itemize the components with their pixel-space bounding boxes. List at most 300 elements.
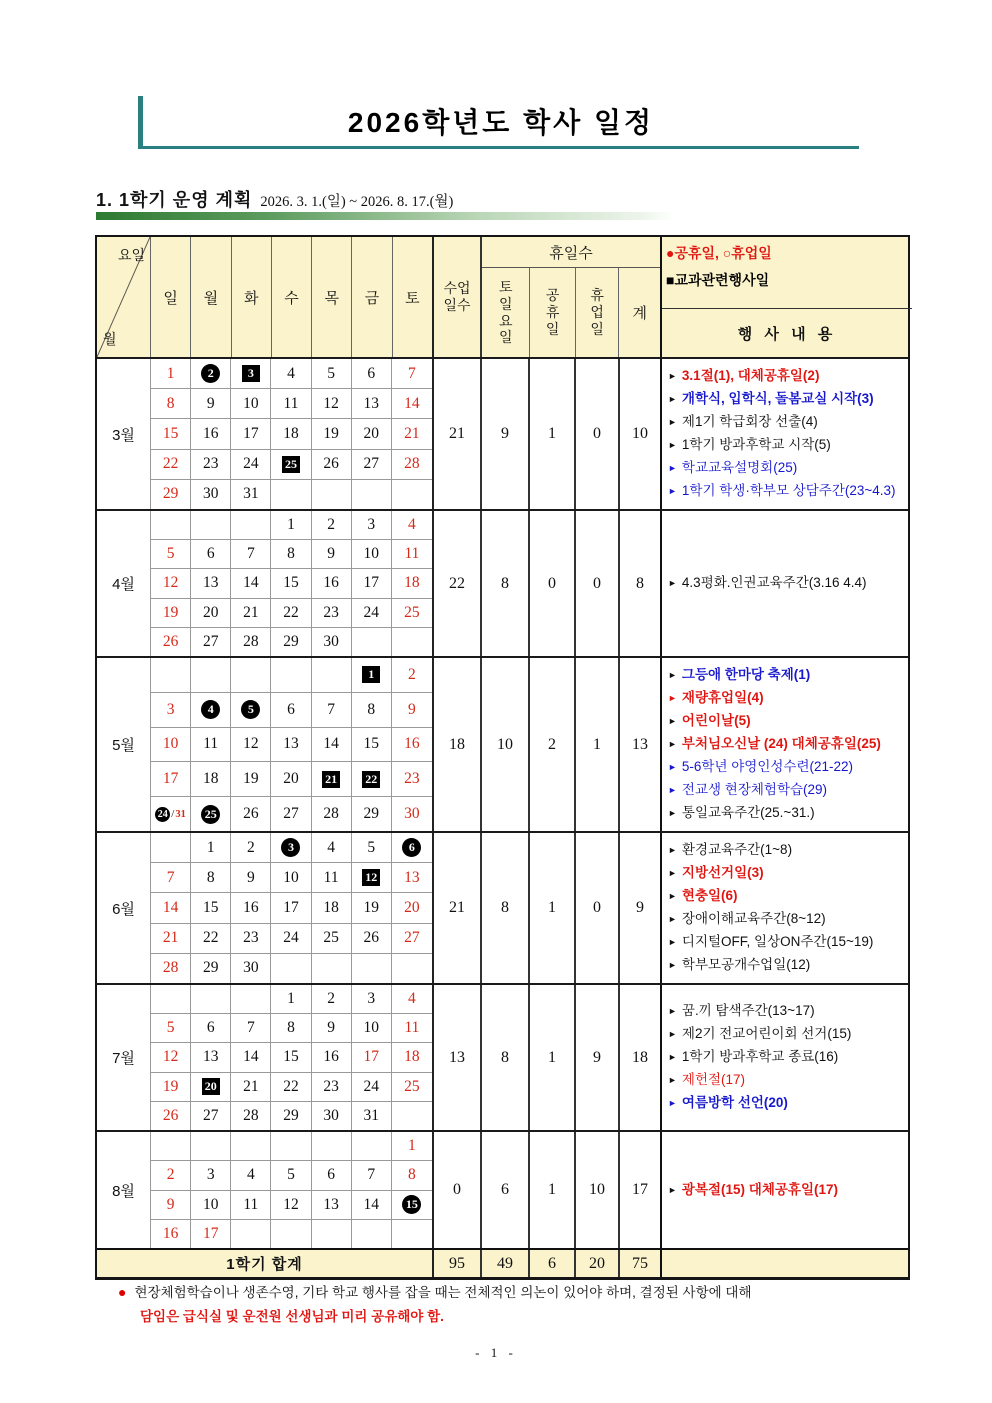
- event-text: 현충일(6): [681, 888, 738, 903]
- holiday-col-weekend: [482, 268, 529, 357]
- month-stat-0: 21: [432, 359, 480, 509]
- month-stat-4: 8: [618, 511, 660, 656]
- calendar-day: [392, 1102, 432, 1130]
- calendar-day: 12: [151, 1043, 191, 1072]
- calendar-day: 7: [352, 1161, 392, 1190]
- calendar-day: [231, 693, 271, 728]
- month-stat-2: 1: [528, 1132, 574, 1248]
- calendar-day: 26: [151, 1102, 191, 1130]
- calendar-day: [231, 511, 271, 540]
- event-text: 환경교육주간(1~8): [681, 842, 793, 857]
- month-day-grid: [150, 985, 432, 1130]
- calendar-day: 18: [392, 1043, 432, 1072]
- month-stat-1: 9: [480, 359, 528, 509]
- calendar-day: 25: [312, 924, 352, 954]
- calendar-day: 4: [392, 511, 432, 540]
- calendar-day: 2: [312, 985, 352, 1014]
- footnote: [118, 1280, 918, 1329]
- calendar-day: 16: [312, 1043, 352, 1072]
- calendar-day: 17: [352, 569, 392, 598]
- event-item: [668, 710, 909, 733]
- section-title: 1. 1학기 운영 계획: [96, 190, 253, 210]
- semester-calendar-table: [95, 235, 910, 1280]
- calendar-day: 6: [312, 1161, 352, 1190]
- event-item: [668, 434, 909, 457]
- month-stat-4: 17: [618, 1132, 660, 1248]
- page-title: 2026학년도 학사 일정: [347, 107, 655, 138]
- event-arrow-icon: ►: [668, 463, 677, 473]
- totals-row: [97, 1248, 908, 1277]
- calendar-day: [392, 833, 432, 863]
- event-item: [668, 480, 909, 503]
- calendar-day: 13: [312, 1191, 352, 1220]
- totals-public-holidays: 6: [528, 1250, 574, 1277]
- event-arrow-icon: ►: [668, 868, 677, 878]
- event-arrow-icon: ►: [668, 937, 677, 947]
- event-text: 1학기 학생·학부모 상담주간(23~4.3): [681, 483, 896, 498]
- calendar-day: 6: [191, 540, 231, 569]
- calendar-day: 4: [271, 359, 311, 389]
- event-text: 1학기 방과후학교 시작(5): [681, 437, 831, 452]
- holiday-col-school: [575, 268, 619, 357]
- event-item: [668, 779, 909, 802]
- holiday-circle-marker: 15: [402, 1195, 421, 1214]
- calendar-day: 28: [151, 954, 191, 983]
- event-arrow-icon: ►: [668, 670, 677, 680]
- calendar-day: [191, 658, 231, 693]
- calendar-day: 19: [151, 1073, 191, 1102]
- calendar-day: 1: [392, 1132, 432, 1161]
- event-item: [668, 1092, 909, 1115]
- calendar-day: 17: [231, 419, 271, 449]
- totals-label: 1학기 합계: [226, 1256, 303, 1273]
- calendar-day: [191, 511, 231, 540]
- calendar-day: [191, 1132, 231, 1161]
- event-arrow-icon: ►: [668, 417, 677, 427]
- month-stat-0: 22: [432, 511, 480, 656]
- event-arrow-icon: ►: [668, 762, 677, 772]
- calendar-day: 17: [191, 1220, 231, 1248]
- calendar-day: 10: [231, 389, 271, 419]
- day-name-thu: 목: [311, 237, 351, 357]
- event-item: [668, 756, 909, 779]
- month-stat-2: 2: [528, 658, 574, 831]
- calendar-day: 12: [231, 728, 271, 763]
- calendar-day: [352, 628, 392, 656]
- calendar-day: [312, 1132, 352, 1161]
- calendar-day: 11: [271, 389, 311, 419]
- month-stat-3: 9: [574, 985, 618, 1130]
- event-text: 재량휴업일(4): [681, 690, 764, 705]
- calendar-day: 23: [312, 1073, 352, 1102]
- event-item: [668, 572, 909, 595]
- calendar-day: 4: [231, 1161, 271, 1190]
- month-stat-2: 1: [528, 833, 574, 983]
- events-header: [660, 237, 912, 357]
- calendar-day: 10: [271, 863, 311, 893]
- calendar-day: 7: [392, 359, 432, 389]
- calendar-day: 1: [271, 511, 311, 540]
- calendar-day: 13: [392, 863, 432, 893]
- event-item: [668, 839, 909, 862]
- holiday-col-total: [618, 268, 660, 357]
- month-stat-0: 18: [432, 658, 480, 831]
- month-row-3월: [97, 357, 908, 509]
- calendar-day: [271, 1220, 311, 1248]
- month-stat-3: 1: [574, 658, 618, 831]
- calendar-day: [231, 658, 271, 693]
- calendar-day: 9: [392, 693, 432, 728]
- calendar-day: [392, 628, 432, 656]
- month-stat-4: 9: [618, 833, 660, 983]
- month-stat-3: 0: [574, 833, 618, 983]
- totals-holiday-total: 75: [618, 1250, 660, 1277]
- calendar-day: 18: [312, 893, 352, 923]
- event-item: [668, 388, 909, 411]
- calendar-day: [151, 985, 191, 1014]
- calendar-day: 16: [392, 728, 432, 763]
- calendar-day: 20: [392, 893, 432, 923]
- event-arrow-icon: ►: [668, 394, 677, 404]
- calendar-day: 2: [151, 1161, 191, 1190]
- calendar-day: [271, 833, 311, 863]
- event-item: [668, 1000, 909, 1023]
- event-item: [668, 457, 909, 480]
- event-text: 부처님오신날 (24) 대체공휴일(25): [681, 736, 881, 751]
- calendar-day: 10: [352, 540, 392, 569]
- event-text: 광복절(15) 대체공휴일(17): [681, 1181, 839, 1197]
- calendar-day: 9: [312, 540, 352, 569]
- calendar-day: [271, 1132, 311, 1161]
- event-arrow-icon: ►: [668, 716, 677, 726]
- event-arrow-icon: ►: [668, 371, 677, 381]
- event-text: 여름방학 선언(20): [681, 1095, 788, 1110]
- calendar-day: 5: [271, 1161, 311, 1190]
- calendar-day: 24: [231, 450, 271, 480]
- calendar-day: 1: [271, 985, 311, 1014]
- calendar-day: 7: [231, 1014, 271, 1043]
- calendar-day: 22: [271, 1073, 311, 1102]
- calendar-day: 4: [312, 833, 352, 863]
- calendar-day: 20: [352, 419, 392, 449]
- calendar-day: 14: [231, 569, 271, 598]
- month-stat-0: 0: [432, 1132, 480, 1248]
- calendar-day: [352, 762, 392, 797]
- calendar-day: 30: [231, 954, 271, 983]
- event-item: [668, 908, 909, 931]
- section-underline-bar: [96, 212, 673, 220]
- calendar-day: 29: [191, 954, 231, 983]
- event-text: 디지털OFF, 일상ON주간(15~19): [681, 934, 874, 949]
- event-text: 어린이날(5): [681, 713, 751, 728]
- holiday-circle-marker: 4: [201, 700, 220, 719]
- month-label: 4월: [112, 576, 135, 593]
- calendar-day: [352, 863, 392, 893]
- calendar-day: 27: [191, 1102, 231, 1130]
- event-item: [668, 931, 909, 954]
- calendar-day: 6: [352, 359, 392, 389]
- event-text: 1학기 방과후학교 종료(16): [681, 1049, 839, 1064]
- event-item: [668, 862, 909, 885]
- month-events: [660, 985, 912, 1130]
- event-text: 제헌절(17): [681, 1072, 746, 1087]
- legend-public-holiday: ●공휴일, ○휴업일: [666, 245, 772, 261]
- event-square-marker: 22: [362, 771, 380, 788]
- month-events: [660, 511, 912, 656]
- calendar-day: [392, 480, 432, 509]
- event-square-marker: 3: [242, 365, 260, 382]
- calendar-day: 2: [312, 511, 352, 540]
- calendar-day: 12: [271, 1191, 311, 1220]
- calendar-day: 19: [151, 599, 191, 628]
- calendar-day: 15: [151, 419, 191, 449]
- calendar-day: [312, 1220, 352, 1248]
- totals-events-empty: [660, 1250, 912, 1277]
- calendar-day: 2: [392, 658, 432, 693]
- event-square-marker: 12: [362, 869, 380, 886]
- month-label: 8월: [112, 1182, 135, 1200]
- calendar-day: 24: [271, 924, 311, 954]
- calendar-day: 15: [191, 893, 231, 923]
- event-arrow-icon: ►: [668, 845, 677, 855]
- event-text: 학교교육설명회(25): [681, 460, 798, 475]
- month-stat-2: 0: [528, 511, 574, 656]
- calendar-day: 23: [191, 450, 231, 480]
- calendar-day: 19: [312, 419, 352, 449]
- calendar-day: 5: [151, 540, 191, 569]
- calendar-day: 24 / 31: [151, 797, 191, 831]
- event-arrow-icon: ►: [668, 1006, 677, 1016]
- calendar-day: 21: [231, 1073, 271, 1102]
- calendar-day: 13: [352, 389, 392, 419]
- calendar-day: 27: [191, 628, 231, 656]
- calendar-day: [352, 1132, 392, 1161]
- calendar-day: 15: [271, 569, 311, 598]
- totals-weekend-days: 49: [480, 1250, 528, 1277]
- holiday-col-total-label: 계: [632, 305, 647, 322]
- holiday-circle-marker: 2: [201, 364, 220, 383]
- calendar-day: 4: [392, 985, 432, 1014]
- calendar-day: 18: [271, 419, 311, 449]
- calendar-day: 26: [151, 628, 191, 656]
- calendar-day: 20: [191, 599, 231, 628]
- calendar-day: 28: [231, 628, 271, 656]
- event-arrow-icon: ►: [668, 1098, 677, 1108]
- calendar-day: 9: [312, 1014, 352, 1043]
- calendar-day: 3: [352, 985, 392, 1014]
- month-stat-4: 18: [618, 985, 660, 1130]
- calendar-day: [312, 954, 352, 983]
- calendar-day: 10: [352, 1014, 392, 1043]
- calendar-day: [392, 954, 432, 983]
- corner-label-day: 요일: [117, 247, 145, 263]
- calendar-day: 11: [191, 728, 231, 763]
- calendar-day: 21: [151, 924, 191, 954]
- calendar-day: [191, 693, 231, 728]
- calendar-day: 18: [392, 569, 432, 598]
- event-text: 장애이해교육주간(8~12): [681, 911, 826, 926]
- calendar-day: 28: [392, 450, 432, 480]
- calendar-day: [191, 359, 231, 389]
- event-arrow-icon: ►: [668, 785, 677, 795]
- calendar-day: 8: [271, 1014, 311, 1043]
- extra-date: 31: [175, 808, 186, 820]
- event-item: [668, 1179, 909, 1202]
- calendar-day: 8: [352, 693, 392, 728]
- event-text: 지방선거일(3): [681, 865, 764, 880]
- footnote-line2: 담임은 급식실 및 운전원 선생님과 미리 공유해야 함.: [140, 1309, 444, 1324]
- calendar-day: 3: [191, 1161, 231, 1190]
- calendar-day: 27: [392, 924, 432, 954]
- month-label: 3월: [112, 426, 135, 444]
- calendar-day: 19: [231, 762, 271, 797]
- event-item: [668, 802, 909, 825]
- event-text: 꿈.끼 탐색주간(13~17): [681, 1003, 815, 1018]
- calendar-day: [231, 985, 271, 1014]
- calendar-day: 13: [191, 569, 231, 598]
- corner-cell: [97, 237, 150, 357]
- calendar-day: 21: [392, 419, 432, 449]
- calendar-day: 5: [312, 359, 352, 389]
- calendar-day: 31: [231, 480, 271, 509]
- holiday-col-school-label: 휴업일: [590, 287, 604, 337]
- month-row-8월: [97, 1130, 908, 1248]
- calendar-day: 8: [271, 540, 311, 569]
- month-label: 6월: [112, 900, 135, 918]
- calendar-day: [231, 1220, 271, 1248]
- month-label: 5월: [112, 737, 135, 754]
- event-item: [668, 687, 909, 710]
- calendar-day: 5: [151, 1014, 191, 1043]
- calendar-day: [352, 658, 392, 693]
- calendar-day: 25: [392, 1073, 432, 1102]
- event-text: 전교생 현장체험학습(29): [681, 782, 828, 797]
- event-arrow-icon: ►: [668, 1184, 677, 1195]
- calendar-day: 13: [191, 1043, 231, 1072]
- calendar-day: 25: [392, 599, 432, 628]
- page-number: - 1 -: [475, 1345, 517, 1360]
- calendar-day: 14: [392, 389, 432, 419]
- calendar-day: 12: [151, 569, 191, 598]
- month-row-4월: [97, 509, 908, 656]
- calendar-day: [312, 480, 352, 509]
- calendar-day: 2: [231, 833, 271, 863]
- footnote-line1: [118, 1280, 918, 1305]
- calendar-day: [151, 511, 191, 540]
- calendar-day: 22: [151, 450, 191, 480]
- calendar-day: 15: [352, 728, 392, 763]
- calendar-day: 1: [151, 359, 191, 389]
- event-text: 4.3평화.인권교육주간(3.16 4.4): [681, 575, 867, 590]
- event-arrow-icon: ►: [668, 1052, 677, 1062]
- calendar-day: [151, 1132, 191, 1161]
- calendar-day: 8: [191, 863, 231, 893]
- calendar-day: 22: [271, 599, 311, 628]
- calendar-day: 26: [312, 450, 352, 480]
- calendar-day: 30: [404, 805, 420, 823]
- month-day-grid: [150, 1132, 432, 1248]
- calendar-day: 21: [231, 599, 271, 628]
- calendar-day: 30: [191, 480, 231, 509]
- month-day-grid: [150, 833, 432, 983]
- event-square-marker: 20: [202, 1078, 220, 1095]
- calendar-day: 7: [312, 693, 352, 728]
- calendar-day: [191, 797, 231, 831]
- totals-class-days: 95: [432, 1250, 480, 1277]
- calendar-day: [191, 1073, 231, 1102]
- month-stat-1: 10: [480, 658, 528, 831]
- day-name-fri: 금: [351, 237, 391, 357]
- event-item: [668, 411, 909, 434]
- event-text: 개학식, 입학식, 돌봄교실 시작(3): [681, 391, 874, 406]
- legend-curriculum-event: ■교과관련행사일: [666, 272, 770, 288]
- event-arrow-icon: ►: [668, 739, 677, 749]
- calendar-day: 14: [312, 728, 352, 763]
- calendar-day: 1: [191, 833, 231, 863]
- class-days-header: [432, 237, 480, 357]
- month-day-grid: [150, 511, 432, 656]
- event-arrow-icon: ►: [668, 578, 677, 588]
- event-item: [668, 365, 909, 388]
- calendar-day: 17: [271, 893, 311, 923]
- event-square-marker: 21: [322, 771, 340, 788]
- event-arrow-icon: ►: [668, 440, 677, 450]
- event-text: 5-6학년 야영인성수련(21-22): [681, 759, 854, 774]
- month-stat-1: 8: [480, 833, 528, 983]
- event-arrow-icon: ►: [668, 693, 677, 703]
- calendar-day: 19: [352, 893, 392, 923]
- month-stat-0: 21: [432, 833, 480, 983]
- calendar-day: 10: [151, 728, 191, 763]
- calendar-day: 28: [312, 797, 352, 831]
- calendar-day: 22: [191, 924, 231, 954]
- month-stat-3: 10: [574, 1132, 618, 1248]
- calendar-day: 18: [191, 762, 231, 797]
- holiday-circle-marker: 24: [155, 807, 170, 822]
- corner-label-month: 월: [103, 331, 117, 347]
- event-item: [668, 1046, 909, 1069]
- calendar-day: 20: [271, 762, 311, 797]
- day-name-sun: 일: [163, 289, 178, 307]
- event-item: [668, 954, 909, 977]
- event-text: 학부모공개수업일(12): [681, 957, 811, 972]
- calendar-day: [271, 658, 311, 693]
- calendar-day: 9: [151, 1191, 191, 1220]
- calendar-day: 3: [151, 693, 191, 728]
- calendar-day: 23: [312, 599, 352, 628]
- event-text: 통일교육주간(25.~31.): [681, 805, 815, 820]
- event-arrow-icon: ►: [668, 1029, 677, 1039]
- table-header: [97, 237, 908, 357]
- events-column-label: 행 사 내 용: [737, 325, 837, 343]
- calendar-day: [151, 658, 191, 693]
- month-rows-container: [97, 357, 908, 1248]
- footnote-bullet-icon: ●: [118, 1284, 127, 1300]
- calendar-day: 9: [231, 863, 271, 893]
- calendar-day: 29: [271, 1102, 311, 1130]
- calendar-day: 11: [312, 863, 352, 893]
- calendar-day: 14: [352, 1191, 392, 1220]
- day-name-wed: 수: [271, 237, 311, 357]
- title-box: [138, 96, 859, 149]
- month-day-grid: [150, 359, 432, 509]
- month-events: [660, 359, 912, 509]
- calendar-day: 24: [352, 1073, 392, 1102]
- calendar-day: 12: [312, 389, 352, 419]
- calendar-day: 29: [352, 797, 392, 831]
- calendar-day: 14: [151, 893, 191, 923]
- calendar-day: 8: [392, 1161, 432, 1190]
